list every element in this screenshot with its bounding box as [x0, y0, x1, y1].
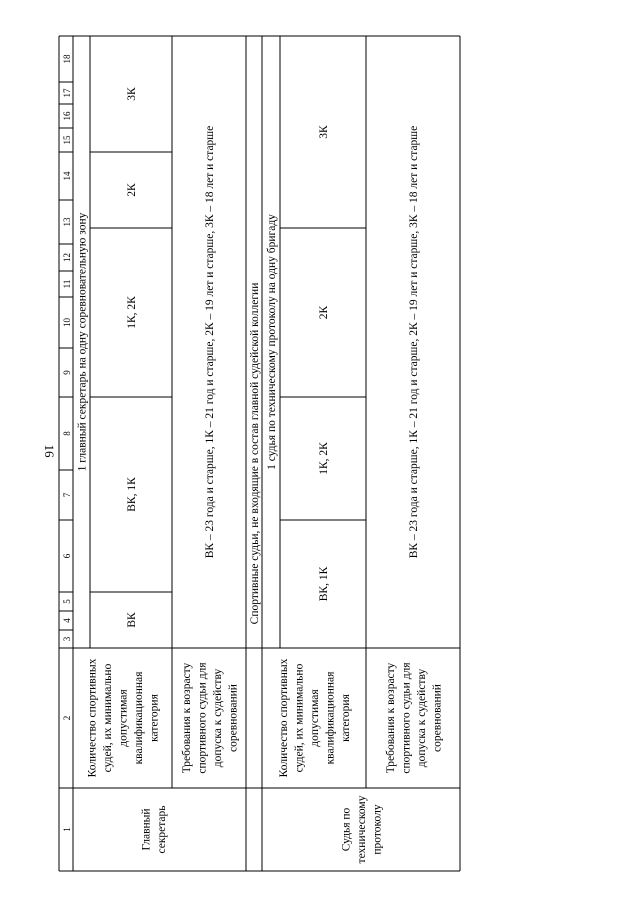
column-number-3: 3	[62, 636, 72, 642]
column-number-9: 9	[62, 370, 72, 375]
cs-count-value-2: 1К, 2К	[126, 296, 138, 329]
column-number-17: 17	[62, 88, 72, 98]
column-number-1: 1	[62, 827, 72, 832]
technical-judge-label: Судья по техническому протоколу	[340, 795, 384, 864]
tj-age-label: Требования к возрасту спортивного судьи для допуска к судейству соревнований	[384, 662, 444, 774]
column-number-15: 15	[62, 135, 72, 145]
column-number-4: 4	[62, 618, 72, 623]
table-texts	[62, 54, 443, 863]
cs-header: 1 главный секретарь на одну соревновательную зону	[76, 212, 89, 472]
column-number-10: 10	[62, 318, 72, 327]
cs-age-value: ВК – 23 года и старше, 1К – 21 год и старше, 2К – 19 лет и старше, 3К – 18 лет и старше	[204, 125, 216, 559]
cs-count-value-1: ВК, 1К	[126, 477, 138, 512]
column-number-7: 7	[62, 492, 72, 498]
column-number-18: 18	[62, 54, 72, 64]
tj-count-label: Количество спортивных судей, их минимально допустимая квалификационная категория	[278, 658, 352, 778]
column-number-12: 12	[62, 253, 72, 262]
column-number-13: 13	[62, 217, 72, 227]
cs-count-value-0: ВК	[126, 612, 138, 628]
column-number-11: 11	[62, 279, 72, 289]
tj-header: 1 судья по техническому протоколу на одну бригаду	[266, 214, 278, 470]
column-number-14: 14	[62, 171, 72, 181]
page-number: 16	[42, 444, 57, 458]
column-number-8: 8	[62, 431, 72, 436]
cs-age-label: Требования к возрасту спортивного судьи для допуска к судейству соревнований	[180, 662, 240, 774]
tj-age-value: ВК – 23 года и старше, 1К – 21 год и старше, 2К – 19 лет и старше, 3К – 18 лет и старше	[408, 125, 420, 559]
tj-count-value-1: 1К, 2К	[318, 442, 330, 475]
column-number-2: 2	[62, 715, 72, 721]
separator-text: Спортивные судьи, не входящие в состав главной судейской коллегии	[249, 282, 261, 625]
tj-count-value-3: 3К	[318, 125, 330, 139]
cs-count-label: Количество спортивных судей, их минимально допустимая квалификационная категория	[86, 658, 161, 778]
column-number-5: 5	[62, 599, 72, 604]
column-number-16: 16	[62, 111, 72, 121]
chief-secretary-label: Главный секретарь	[140, 805, 168, 854]
cs-count-value-3: 2К	[126, 183, 138, 197]
tj-count-value-2: 2К	[318, 305, 330, 320]
tj-count-value-0: ВК, 1К	[318, 566, 330, 602]
column-number-6: 6	[62, 553, 72, 559]
cs-count-value-4: 3К	[126, 87, 138, 101]
